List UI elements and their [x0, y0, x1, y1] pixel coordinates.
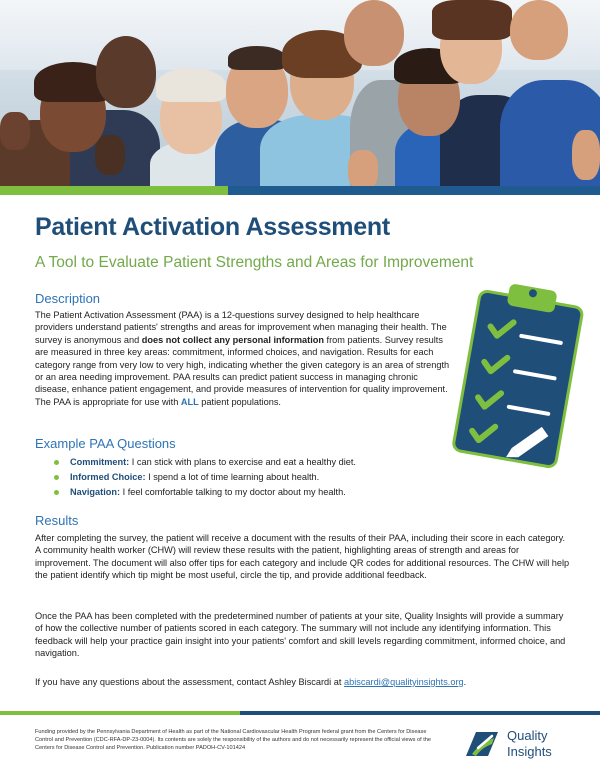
question-text: I can stick with plans to exercise and eat a healthy diet.: [129, 457, 356, 467]
questions-heading: Example PAA Questions: [35, 436, 176, 451]
question-label: Commitment:: [70, 457, 130, 467]
contact-line: [35, 676, 570, 688]
clipboard-checklist-icon: [452, 280, 584, 476]
list-item: [54, 470, 356, 485]
results-paragraph-2: Once the PAA has been completed with the predetermined number of patients at your site, Quality Insights will provide a summary of how the collective number of patients scored in each category. The summary will not include any identifying information. This feedback will help your practice gain insight into your patients' comfort and skill levels regarding commitment, informed choice, and navigation.: [35, 611, 566, 659]
contact-text-end: .: [463, 677, 467, 687]
question-text: I feel comfortable talking to my doctor about my health.: [120, 487, 346, 497]
list-item: [54, 455, 356, 470]
quality-insights-logo-icon: [462, 726, 502, 762]
question-text: I spend a lot of time learning about health.: [145, 472, 320, 482]
results-heading: Results: [35, 513, 79, 528]
question-label: Navigation:: [70, 487, 121, 497]
questions-list: [54, 455, 356, 500]
page-title: Patient Activation Assessment: [35, 213, 390, 241]
question-label: Informed Choice:: [70, 472, 146, 482]
description-text-part: The Patient Activation Assessment (PAA) is a 12-questions survey designed to help healthcare providers understand patients' strengths and areas for improvement when managing their health. The survey is anonymous and: [35, 310, 447, 345]
description-heading: Description: [35, 291, 101, 306]
footer-divider: [0, 711, 600, 715]
page-subtitle: A Tool to Evaluate Patient Strengths and Areas for Improvement: [35, 254, 474, 271]
description-text: [35, 309, 453, 408]
description-bold: does not collect any personal information: [141, 334, 324, 345]
logo-text-insights: Insights: [507, 744, 552, 759]
hero-accent-bar: [0, 186, 600, 195]
footer-funding-text: Funding provided by the Pennsylvania Department of Health as part of the National Cardiovascular Health Program federal grant from the Centers for Disease Control and Prevention (CDC-RFA-DP-23-0004). Its contents are solely the responsibility of the authors and do not necessarily represent the official views of the Centers for Disease Control and Prevention. Publication number PADOH-CV-101424: [35, 729, 432, 751]
contact-text: If you have any questions about the assessment, contact Ashley Biscardi at: [35, 677, 344, 687]
contact-email-link[interactable]: abiscardi@qualityinsights.org: [343, 677, 464, 687]
list-item: [54, 485, 356, 500]
description-text-part: patient populations.: [198, 396, 281, 407]
hero-photo: [0, 0, 600, 190]
logo-text-quality: Quality: [507, 728, 548, 743]
results-paragraph-1: After completing the survey, the patient will receive a document with the results of their PAA, including their score in each category. A community health worker (CHW) will review these results with the patient, highlighting areas of strength and areas for improvement. The document will also offer tips for each category and include QR codes for additional resources. The CHW will help the patient identify which tip might be most useful, circle the tip, and provide additional feedback.: [35, 533, 570, 581]
description-text-part: from patients. Survey results are measured in three key areas: commitment, informed choices, and navigation. Results for each category range from very low to very high, indicating whether the given category is an area of strength or an area needing improvement. PAA results can predict patient success in managing chronic disease, enhance patient engagement, and provide measures of intervention for quality improvement. The PAA is appropriate for use with: [35, 334, 450, 407]
description-all-emphasis: ALL: [180, 396, 199, 407]
